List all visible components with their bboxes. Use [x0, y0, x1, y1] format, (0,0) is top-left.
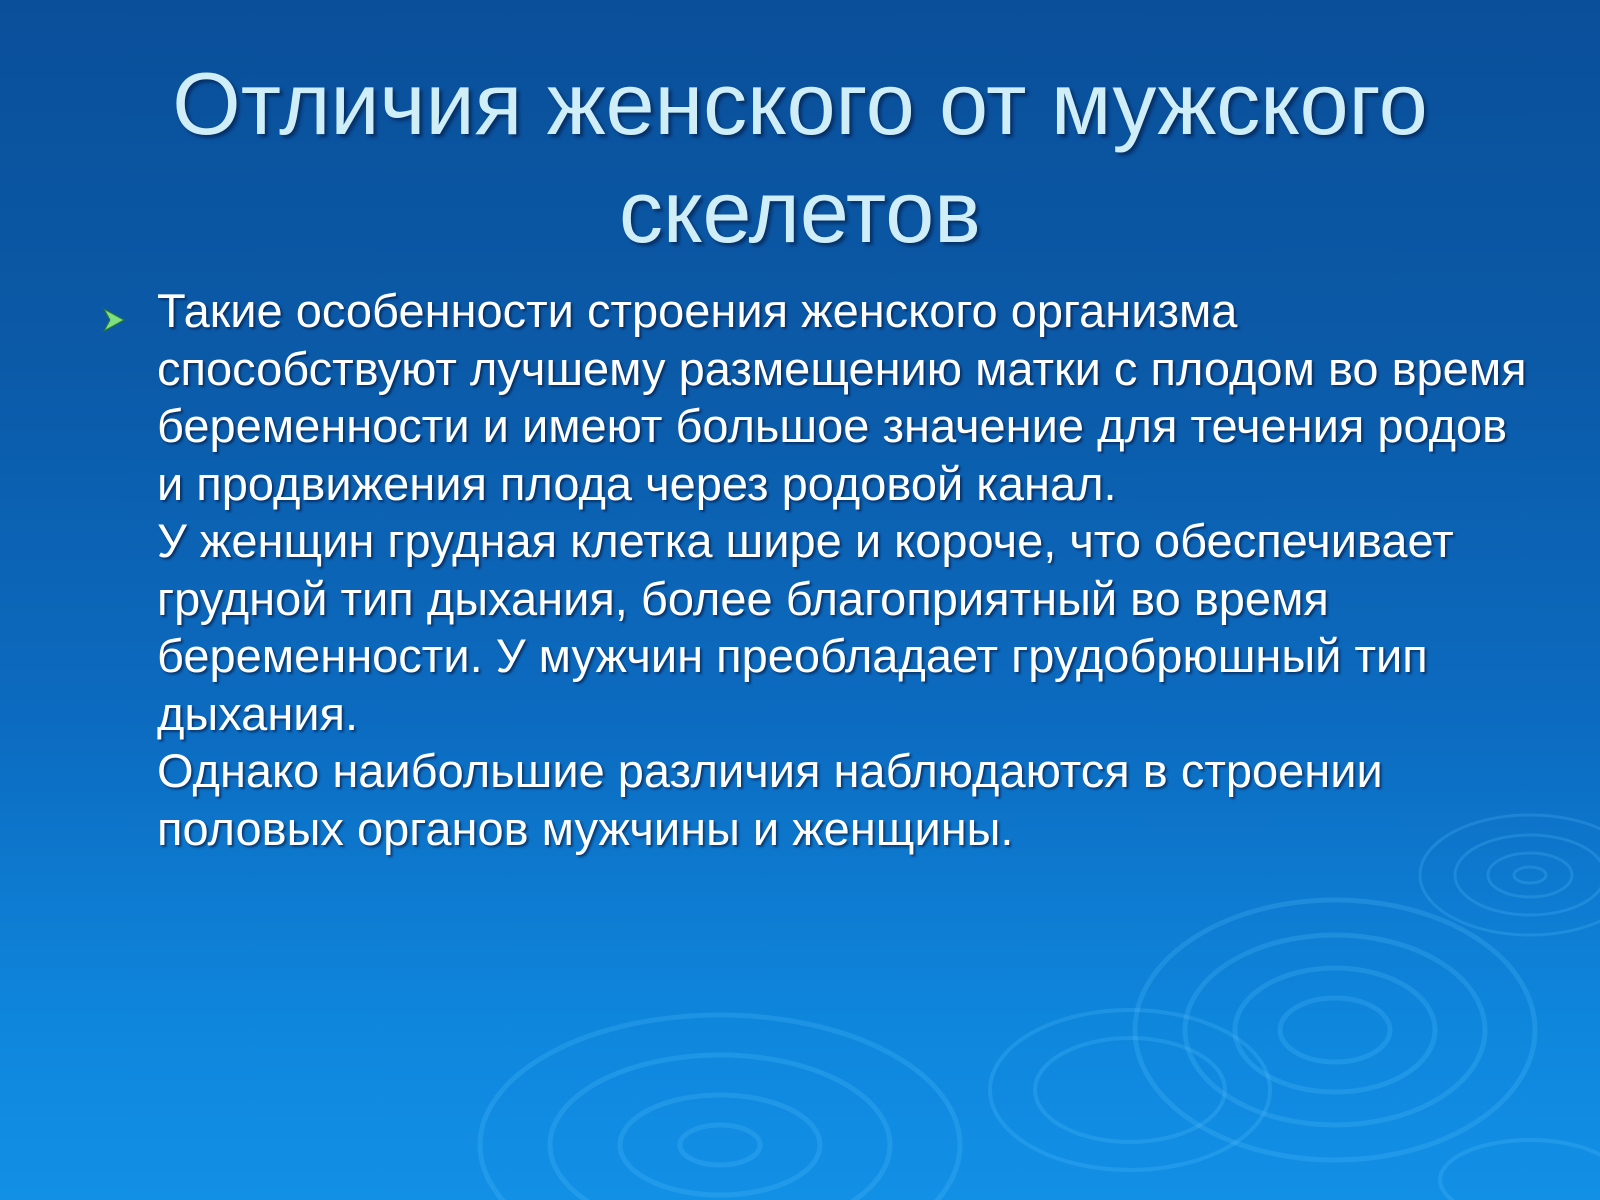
paragraph-2: У женщин грудная клетка шире и короче, что обеспечивает грудной тип дыхания, более благоприятный во время беременности. У мужчин преобладает грудобрюшный тип дыхания.: [157, 514, 1454, 740]
arrow-bullet-icon: [100, 306, 128, 334]
bullet-list: [92, 282, 1532, 857]
bullet-item: [157, 282, 1532, 857]
paragraph-3: Однако наибольшие различия наблюдаются в строении половых органов мужчины и женщины.: [157, 744, 1383, 855]
slide-title: Отличия женского от мужского скелетов: [172, 54, 1428, 261]
paragraph-1: Такие особенности строения женского организма способствуют лучшему размещению матки с плодом во время беременности и имеют большое значение для течения родов и продвижения плода через родовой канал.: [157, 284, 1527, 510]
